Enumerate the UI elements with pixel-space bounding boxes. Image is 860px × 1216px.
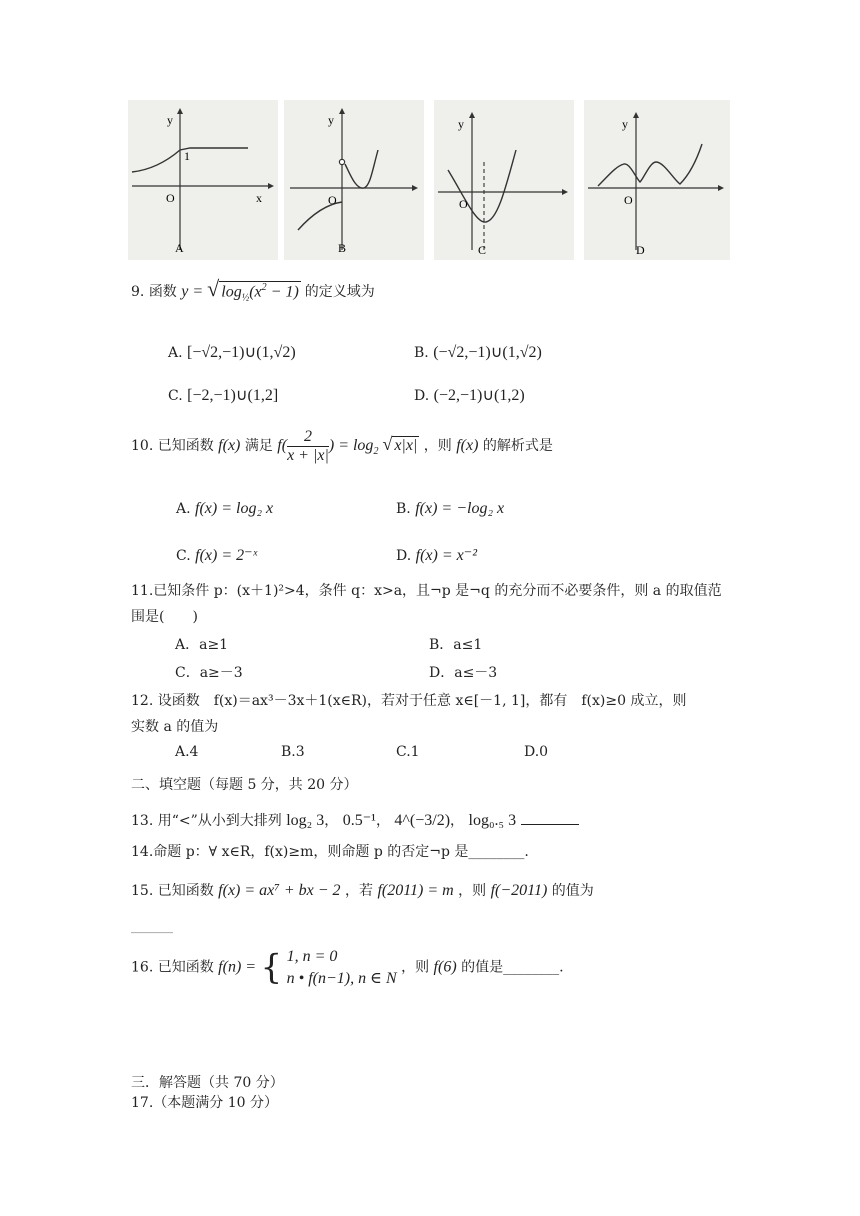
q12-option-c[interactable]: C.1: [396, 744, 420, 760]
q9-option-a-math: [−√2,−1)∪(1,√2): [187, 344, 296, 361]
q10-condition: f( $\frac{2}{x + |x|}$ ) = $\log_2$ √ x|x|: [277, 428, 418, 464]
q10-option-d-math: f(x) = x⁻²: [415, 547, 477, 564]
q10-option-d[interactable]: D. f(x) = x⁻²: [396, 547, 477, 564]
q15-answer-blank[interactable]: ______: [131, 918, 173, 934]
q9-option-c-math: [−2,−1)∪(1,2]: [187, 387, 279, 404]
graph-panel-a: [128, 100, 278, 260]
q12-line2: 实数 a 的值为: [131, 719, 219, 735]
graph-panel-c: [434, 100, 574, 260]
q11-option-c[interactable]: C．a≥－3: [175, 665, 243, 681]
q9-number: 9.: [131, 284, 145, 300]
q9-stem: [131, 276, 375, 303]
q10-option-c-math: f(x) = 2⁻ˣ: [195, 547, 258, 564]
origin-label: O: [459, 197, 468, 211]
q11-option-d[interactable]: D．a≤－3: [429, 665, 498, 681]
one-mark: 1: [184, 149, 190, 163]
q9-formula: y = √ $\log_{\frac{1}{2}}(x^2 - 1)$: [181, 276, 299, 304]
q12-line1: 12. 设函数 f(x)＝ax³－3x＋1(x∈R)，若对于任意 x∈[－1, 1]，都有 f(x)≥0 成立，则: [131, 693, 687, 709]
curve-d: [598, 144, 702, 186]
q13-item-4: log₀.₅ 3: [468, 812, 517, 829]
panel-label-d: D: [636, 243, 645, 257]
q10-option-a-math: f(x) = log₂ x: [195, 500, 274, 517]
y-arrow: [339, 108, 345, 114]
q13-prefix: 13. 用“<”从小到大排列: [131, 813, 282, 829]
y-label: y: [328, 113, 334, 127]
q13-item-3: 4^(−3/2): [394, 812, 451, 829]
graph-d: [584, 100, 730, 260]
panel-label-b: B: [338, 241, 347, 255]
x-arrow: [718, 185, 724, 191]
q17-heading: 17.（本题满分 10 分）: [131, 1095, 278, 1111]
q10-option-b-math: f(x) = −log₂ x: [415, 500, 505, 517]
curve-a: [132, 148, 248, 172]
graph-options-strip: [128, 100, 730, 260]
q9-option-c[interactable]: C. [−2,−1)∪(1,2]: [168, 387, 279, 404]
open-point: [339, 159, 344, 164]
y-label: y: [622, 117, 628, 131]
graph-b: [284, 100, 424, 260]
q13-item-1: log₂ 3: [286, 812, 325, 829]
q11-option-b[interactable]: B．a≤1: [429, 637, 483, 653]
y-arrow: [177, 108, 183, 114]
q12-option-d[interactable]: D.0: [524, 744, 549, 760]
section-2-heading: 二、填空题（每题 5 分，共 20 分）: [131, 777, 358, 793]
y-arrow: [633, 112, 639, 118]
q9-option-b-math: (−√2,−1)∪(1,√2): [433, 344, 542, 361]
q11-line2: 围是( ): [131, 609, 198, 625]
q15-condition: f(2011) = m: [377, 882, 454, 899]
x-arrow: [562, 189, 568, 195]
graph-panel-d: [584, 100, 730, 260]
q16-line: 16. 已知函数 f(n) = { 1, n = 0 n • f(n−1), n ∈ N ，则 f(6) 的值是________.: [131, 947, 564, 988]
x-arrow: [268, 183, 274, 189]
q10-option-a[interactable]: A. f(x) = log₂ x: [176, 500, 274, 517]
q16-ask: f(6): [433, 958, 457, 976]
q13-item-2: 0.5⁻¹: [342, 812, 376, 829]
q10-option-c[interactable]: C. f(x) = 2⁻ˣ: [176, 547, 258, 564]
curve-c: [448, 150, 516, 222]
q16-cases: [287, 946, 397, 989]
q9-option-d[interactable]: D. (−2,−1)∪(1,2): [414, 387, 525, 404]
q13-answer-blank[interactable]: [521, 810, 579, 825]
q9-text: 函数: [148, 284, 177, 300]
q9-option-a[interactable]: A. [−√2,−1)∪(1,√2): [168, 344, 296, 361]
q13-line: 13. 用“<”从小到大排列 log₂ 3， 0.5⁻¹， 4^(−3/2)， log₀.₅ 3: [131, 810, 579, 830]
q16-brace: {: [260, 947, 283, 988]
q15-ask: f(−2011): [490, 882, 548, 899]
q10-number: 10.: [131, 437, 154, 454]
q9-option-d-math: (−2,−1)∪(1,2): [433, 387, 525, 404]
q14-line: 14.命题 p：∀ x∈R，f(x)≥m，则命题 p 的否定¬p 是________.: [131, 844, 529, 860]
panel-label-a: A: [175, 241, 184, 255]
q10-option-b[interactable]: B. f(x) = −log₂ x: [396, 500, 505, 517]
q10-stem: 10. 已知函数 f(x) 满足 f( $\frac{2}{x + |x|}$ ) = $\log_2$ √ x|x| ，则 f(x) 的解析式是: [131, 428, 553, 464]
section-3-heading: 三．解答题（共 70 分）: [131, 1075, 284, 1091]
x-arrow: [412, 185, 418, 191]
q12-option-b[interactable]: B.3: [281, 744, 305, 760]
q10-fx: f(x): [218, 436, 241, 454]
x-label: x: [256, 191, 262, 205]
q15-function: f(x) = ax⁷ + bx − 2: [218, 882, 341, 899]
q16-case-1: 1, n = 0: [286, 948, 338, 965]
origin-label: O: [166, 191, 175, 205]
q11-option-a[interactable]: A．a≥1: [175, 637, 229, 653]
q9-tail: 的定义域为: [304, 284, 375, 300]
panel-label-c: C: [478, 243, 487, 257]
graph-c: [434, 100, 574, 260]
q15-line: 15. 已知函数 f(x) = ax⁷ + bx − 2 ，若 f(2011) = m ，则 f(−2011) 的值为: [131, 882, 594, 899]
q11-line1: 11.已知条件 p：(x＋1)²>4，条件 q：x>a，且¬p 是¬q 的充分而不必要条件，则 a 的取值范: [131, 583, 722, 599]
q12-option-a[interactable]: A.4: [175, 744, 199, 760]
origin-label: O: [328, 193, 337, 207]
q16-case-2: n • f(n−1), n ∈ N: [286, 969, 397, 987]
y-label: y: [167, 113, 173, 127]
y-arrow: [469, 112, 475, 118]
y-label: y: [458, 117, 464, 131]
origin-label: O: [624, 193, 633, 207]
graph-panel-b: [284, 100, 424, 260]
graph-a: [128, 100, 278, 260]
q9-option-b[interactable]: B. (−√2,−1)∪(1,√2): [414, 344, 542, 361]
curve-b-right: [345, 150, 378, 188]
